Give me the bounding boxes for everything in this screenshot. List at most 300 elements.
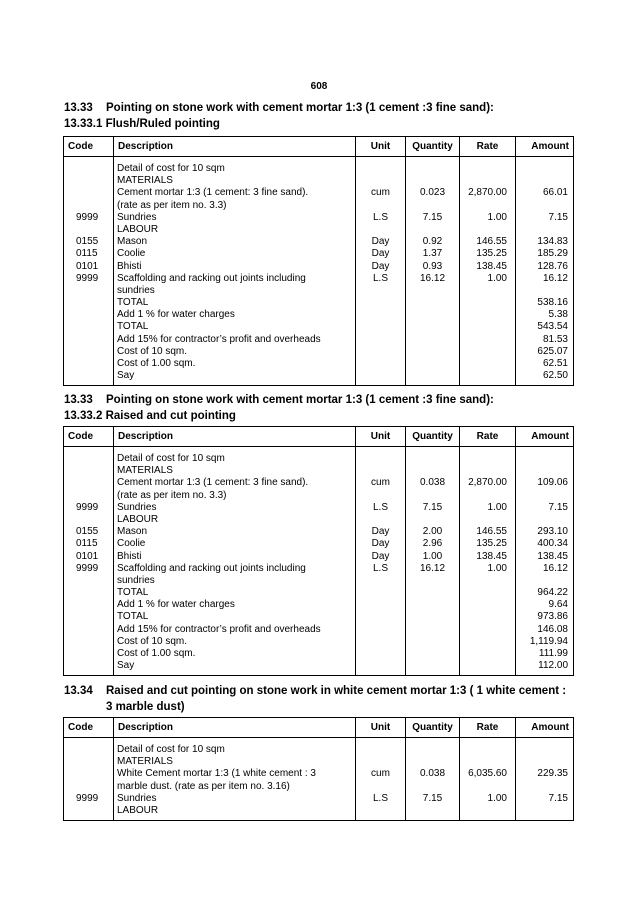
line-quantity [406, 781, 459, 793]
line-description: sundries [117, 284, 155, 296]
line-quantity [406, 514, 459, 526]
line-amount: 7.15 [548, 501, 568, 513]
line-description: LABOUR [117, 223, 159, 235]
header-amount: Amount [516, 427, 574, 447]
line-code [64, 768, 113, 780]
line-unit [356, 297, 405, 309]
subsection-title: Flush/Ruled pointing [105, 118, 220, 130]
line-amount [516, 575, 573, 587]
line-code [64, 599, 113, 611]
line-amount: 543.54 [537, 321, 568, 333]
line-amount: 973.86 [537, 611, 568, 623]
line-code [64, 370, 113, 382]
line-rate [460, 175, 515, 187]
line-unit: L.S [372, 272, 388, 284]
line-code [64, 587, 113, 599]
line-amount [516, 224, 573, 236]
line-code [64, 321, 113, 333]
line-description: Detail of cost for 10 sqm [117, 744, 225, 755]
line-unit [356, 599, 405, 611]
line-description: Scaffolding and racking out joints including [117, 272, 306, 284]
line-quantity [406, 648, 459, 660]
line-code: 9999 [76, 792, 99, 804]
rate-analysis-table [63, 426, 574, 676]
subsection-heading [64, 116, 220, 132]
line-description: Detail of cost for 10 sqm [117, 163, 225, 174]
line-code [64, 781, 113, 793]
line-unit: Day [371, 236, 390, 248]
line-description: TOTAL [117, 297, 149, 309]
line-code [64, 744, 113, 756]
line-amount: 229.35 [537, 768, 568, 780]
line-code: 0101 [76, 550, 99, 562]
subsection-number: 13.33.2 [64, 410, 103, 422]
header-quantity: Quantity [406, 718, 460, 738]
line-quantity [406, 611, 459, 623]
line-description: Sundries [117, 211, 157, 223]
line-unit [356, 200, 405, 212]
line-amount [516, 744, 573, 756]
rate-cell [460, 738, 516, 821]
header-amount: Amount [516, 137, 574, 157]
line-rate [460, 163, 515, 175]
amount-cell [516, 738, 574, 821]
line-code [64, 285, 113, 297]
line-description: Sundries [117, 792, 157, 804]
line-rate: 1.00 [487, 501, 507, 513]
line-description: Mason [117, 526, 148, 538]
line-description: White Cement mortar 1:3 (1 white cement : 3 [117, 768, 316, 780]
line-unit [356, 587, 405, 599]
line-unit [356, 575, 405, 587]
line-amount: 7.15 [548, 211, 568, 223]
line-unit [356, 624, 405, 636]
line-code [64, 224, 113, 236]
line-amount: 538.16 [537, 297, 568, 309]
line-description: (rate as per item no. 3.3) [117, 489, 227, 501]
line-unit [356, 309, 405, 321]
line-quantity [406, 805, 459, 817]
line-code [64, 465, 113, 477]
line-unit [356, 648, 405, 660]
table-header-row [64, 718, 574, 738]
line-rate [460, 514, 515, 526]
line-description: Cost of 10 sqm. [117, 345, 188, 357]
line-unit [356, 611, 405, 623]
subsection-number: 13.33.1 [64, 118, 103, 130]
line-description: Add 15% for contractor’s profit and overheads [117, 333, 321, 345]
line-code: 9999 [76, 501, 99, 513]
header-unit: Unit [356, 427, 406, 447]
line-quantity: 1.00 [422, 550, 443, 562]
line-unit [356, 224, 405, 236]
line-code [64, 648, 113, 660]
rate-cell [460, 157, 516, 386]
line-quantity [406, 587, 459, 599]
line-unit: Day [371, 526, 390, 538]
line-amount: 138.45 [537, 550, 568, 562]
line-amount [516, 756, 573, 768]
line-unit [356, 756, 405, 768]
line-code [64, 624, 113, 636]
header-code: Code [64, 427, 114, 447]
line-unit [356, 163, 405, 175]
line-description: Add 1 % for water charges [117, 599, 235, 611]
table-body-row [64, 738, 574, 821]
line-amount [516, 514, 573, 526]
line-quantity [406, 358, 459, 370]
table-header-row [64, 137, 574, 157]
section-title: Raised and cut pointing on stone work in white cement mortar 1:3 ( 1 white cement : 3 marble dust) [106, 685, 567, 713]
line-rate: 146.55 [476, 526, 507, 538]
line-unit: Day [371, 248, 390, 260]
section-heading [64, 100, 494, 116]
line-amount [516, 490, 573, 502]
line-rate: 146.55 [476, 236, 507, 248]
line-code [64, 200, 113, 212]
section-title: Pointing on stone work with cement mortar 1:3 (1 cement :3 fine sand): [106, 394, 494, 406]
line-rate [460, 575, 515, 587]
line-code [64, 309, 113, 321]
line-quantity [406, 636, 459, 648]
line-code [64, 805, 113, 817]
line-rate [460, 465, 515, 477]
line-amount: 66.01 [542, 187, 568, 199]
line-description: Coolie [117, 538, 146, 550]
line-quantity: 7.15 [422, 501, 443, 513]
line-amount: 146.08 [537, 623, 568, 635]
line-quantity [406, 309, 459, 321]
line-description: LABOUR [117, 804, 159, 816]
header-description: Description [114, 427, 356, 447]
line-quantity [406, 744, 459, 756]
line-amount: 62.50 [542, 370, 568, 382]
line-description: Detail of cost for 10 sqm [117, 453, 225, 464]
table-body-row [64, 447, 574, 676]
line-rate [460, 453, 515, 465]
line-unit: L.S [372, 501, 388, 513]
line-amount [516, 453, 573, 465]
line-description: Cement mortar 1:3 (1 cement: 3 fine sand). [117, 187, 309, 199]
description-cell [114, 447, 356, 676]
rate-analysis-table [63, 136, 574, 386]
line-amount: 16.12 [542, 562, 568, 574]
line-quantity: 2.96 [422, 538, 443, 550]
line-description: Add 1 % for water charges [117, 309, 235, 321]
line-rate [460, 805, 515, 817]
line-quantity: 0.038 [419, 477, 446, 489]
line-rate [460, 599, 515, 611]
line-quantity [406, 624, 459, 636]
quantity-cell [406, 157, 460, 386]
quantity-cell [406, 738, 460, 821]
line-code: 9999 [76, 562, 99, 574]
page-number: 608 [310, 81, 328, 92]
line-quantity: 1.37 [422, 248, 443, 260]
section-heading [64, 392, 494, 408]
table-body-row [64, 157, 574, 386]
rate-cell [460, 447, 516, 676]
line-unit [356, 370, 405, 382]
line-code: 0115 [76, 538, 98, 550]
line-unit [356, 514, 405, 526]
line-rate [460, 200, 515, 212]
line-quantity [406, 321, 459, 333]
line-description: Mason [117, 236, 148, 248]
line-quantity: 0.92 [422, 236, 443, 248]
line-rate [460, 648, 515, 660]
line-description: (rate as per item no. 3.3) [117, 199, 227, 211]
line-rate: 138.45 [476, 260, 507, 272]
line-code [64, 358, 113, 370]
line-amount: 16.12 [542, 272, 568, 284]
header-unit: Unit [356, 718, 406, 738]
header-rate: Rate [460, 718, 516, 738]
line-unit [356, 660, 405, 672]
line-quantity: 7.15 [422, 792, 443, 804]
section-number: 13.33 [64, 102, 93, 114]
line-code [64, 660, 113, 672]
line-unit [356, 285, 405, 297]
line-description: Bhisti [117, 260, 142, 272]
line-amount [516, 285, 573, 297]
header-unit: Unit [356, 137, 406, 157]
line-rate: 1.00 [487, 272, 507, 284]
line-quantity [406, 163, 459, 175]
line-code [64, 756, 113, 768]
line-unit: cum [371, 768, 390, 780]
line-description: TOTAL [117, 611, 149, 623]
quantity-cell [406, 447, 460, 676]
header-rate: Rate [460, 427, 516, 447]
line-amount: 400.34 [537, 538, 568, 550]
line-quantity [406, 334, 459, 346]
line-description: MATERIALS [117, 465, 173, 477]
line-description: LABOUR [117, 513, 159, 525]
line-unit: Day [371, 260, 390, 272]
line-quantity [406, 346, 459, 358]
line-amount: 112.00 [538, 660, 568, 672]
line-quantity: 16.12 [419, 272, 446, 284]
line-code [64, 187, 113, 199]
line-rate [460, 611, 515, 623]
line-quantity [406, 465, 459, 477]
line-rate: 2,870.00 [468, 477, 507, 489]
code-cell [64, 738, 114, 821]
subsection-heading [64, 408, 236, 424]
line-quantity: 0.93 [422, 260, 443, 272]
line-unit [356, 346, 405, 358]
line-rate [460, 636, 515, 648]
header-amount: Amount [516, 718, 574, 738]
line-rate: 6,035.60 [468, 768, 507, 780]
line-unit: Day [371, 550, 390, 562]
line-rate [460, 756, 515, 768]
line-description: sundries [117, 574, 155, 586]
line-rate: 135.25 [476, 248, 507, 260]
line-code [64, 477, 113, 489]
line-quantity [406, 297, 459, 309]
line-quantity: 0.023 [419, 187, 446, 199]
amount-cell [516, 157, 574, 386]
table-header-row [64, 427, 574, 447]
line-description: Scaffolding and racking out joints including [117, 562, 306, 574]
line-quantity [406, 756, 459, 768]
line-amount: 128.76 [537, 260, 568, 272]
line-amount: 625.07 [537, 345, 568, 357]
line-amount: 81.53 [542, 333, 568, 345]
header-quantity: Quantity [406, 137, 460, 157]
line-rate [460, 285, 515, 297]
line-code [64, 163, 113, 175]
line-amount [516, 781, 573, 793]
line-rate [460, 660, 515, 672]
line-quantity: 2.00 [422, 526, 443, 538]
line-quantity [406, 285, 459, 297]
line-quantity [406, 200, 459, 212]
line-rate [460, 346, 515, 358]
line-quantity [406, 490, 459, 502]
line-rate: 138.45 [476, 550, 507, 562]
line-quantity: 7.15 [422, 211, 443, 223]
line-code: 0101 [76, 260, 99, 272]
line-description: MATERIALS [117, 756, 173, 768]
line-code: 9999 [76, 211, 99, 223]
line-rate [460, 781, 515, 793]
line-unit: L.S [372, 562, 388, 574]
section-number: 13.34 [64, 685, 93, 697]
line-amount [516, 163, 573, 175]
line-description: TOTAL [117, 587, 149, 599]
line-description: Cost of 10 sqm. [117, 635, 188, 647]
line-amount: 5.38 [548, 309, 568, 321]
line-code: 0115 [76, 248, 98, 260]
header-quantity: Quantity [406, 427, 460, 447]
line-quantity [406, 660, 459, 672]
line-unit [356, 805, 405, 817]
line-rate [460, 490, 515, 502]
line-quantity [406, 453, 459, 465]
line-code: 0155 [76, 526, 99, 538]
line-amount [516, 200, 573, 212]
line-description: Sundries [117, 501, 157, 513]
line-description: Say [117, 660, 135, 672]
line-description: Say [117, 370, 135, 382]
line-description: Cement mortar 1:3 (1 cement: 3 fine sand). [117, 477, 309, 489]
line-amount: 7.15 [548, 792, 568, 804]
line-description: Bhisti [117, 550, 142, 562]
rate-analysis-table [63, 717, 574, 821]
line-code: 0155 [76, 236, 99, 248]
line-unit [356, 334, 405, 346]
line-description: Add 15% for contractor’s profit and overheads [117, 623, 321, 635]
line-description: Coolie [117, 248, 146, 260]
unit-cell [356, 157, 406, 386]
line-code [64, 175, 113, 187]
line-amount: 1,119.94 [529, 635, 568, 647]
line-rate [460, 297, 515, 309]
line-unit [356, 465, 405, 477]
section-title: Pointing on stone work with cement mortar 1:3 (1 cement :3 fine sand): [106, 102, 494, 114]
line-amount: 134.83 [537, 236, 568, 248]
line-unit: Day [371, 538, 390, 550]
line-description: MATERIALS [117, 175, 173, 187]
line-code [64, 334, 113, 346]
line-code [64, 611, 113, 623]
line-unit [356, 781, 405, 793]
section-heading [64, 683, 574, 715]
line-rate [460, 309, 515, 321]
line-unit [356, 175, 405, 187]
line-rate [460, 358, 515, 370]
line-quantity: 0.038 [419, 768, 446, 780]
code-cell [64, 447, 114, 676]
line-rate [460, 321, 515, 333]
line-quantity [406, 175, 459, 187]
line-rate: 2,870.00 [468, 187, 507, 199]
line-quantity: 16.12 [419, 562, 446, 574]
line-code: 9999 [76, 272, 99, 284]
line-quantity [406, 575, 459, 587]
line-unit [356, 358, 405, 370]
line-rate [460, 370, 515, 382]
line-rate [460, 224, 515, 236]
line-amount: 109.06 [537, 477, 568, 489]
amount-cell [516, 447, 574, 676]
header-code: Code [64, 718, 114, 738]
line-rate [460, 587, 515, 599]
line-rate [460, 744, 515, 756]
line-unit: cum [371, 187, 390, 199]
line-unit [356, 321, 405, 333]
line-code [64, 297, 113, 309]
line-unit [356, 744, 405, 756]
line-amount: 111.99 [538, 648, 568, 659]
header-description: Description [114, 718, 356, 738]
line-quantity [406, 599, 459, 611]
header-rate: Rate [460, 137, 516, 157]
header-description: Description [114, 137, 356, 157]
line-amount: 62.51 [542, 358, 568, 369]
unit-cell [356, 447, 406, 676]
line-amount [516, 465, 573, 477]
header-code: Code [64, 137, 114, 157]
subsection-title: Raised and cut pointing [105, 410, 236, 422]
description-cell [114, 738, 356, 821]
line-code [64, 636, 113, 648]
line-rate: 135.25 [476, 538, 507, 550]
line-amount: 964.22 [537, 587, 568, 599]
line-amount: 293.10 [537, 526, 568, 538]
line-code [64, 514, 113, 526]
line-unit [356, 453, 405, 465]
line-rate: 1.00 [487, 792, 507, 804]
line-unit: L.S [372, 211, 388, 223]
line-amount: 9.64 [548, 599, 568, 611]
section-number: 13.33 [64, 394, 93, 406]
line-rate: 1.00 [487, 211, 507, 223]
line-code [64, 490, 113, 502]
line-quantity [406, 224, 459, 236]
line-unit [356, 636, 405, 648]
line-description: Cost of 1.00 sqm. [117, 358, 196, 369]
line-description: TOTAL [117, 321, 149, 333]
line-amount: 185.29 [537, 248, 568, 260]
description-cell [114, 157, 356, 386]
line-code [64, 453, 113, 465]
line-amount [516, 805, 573, 817]
line-quantity [406, 370, 459, 382]
